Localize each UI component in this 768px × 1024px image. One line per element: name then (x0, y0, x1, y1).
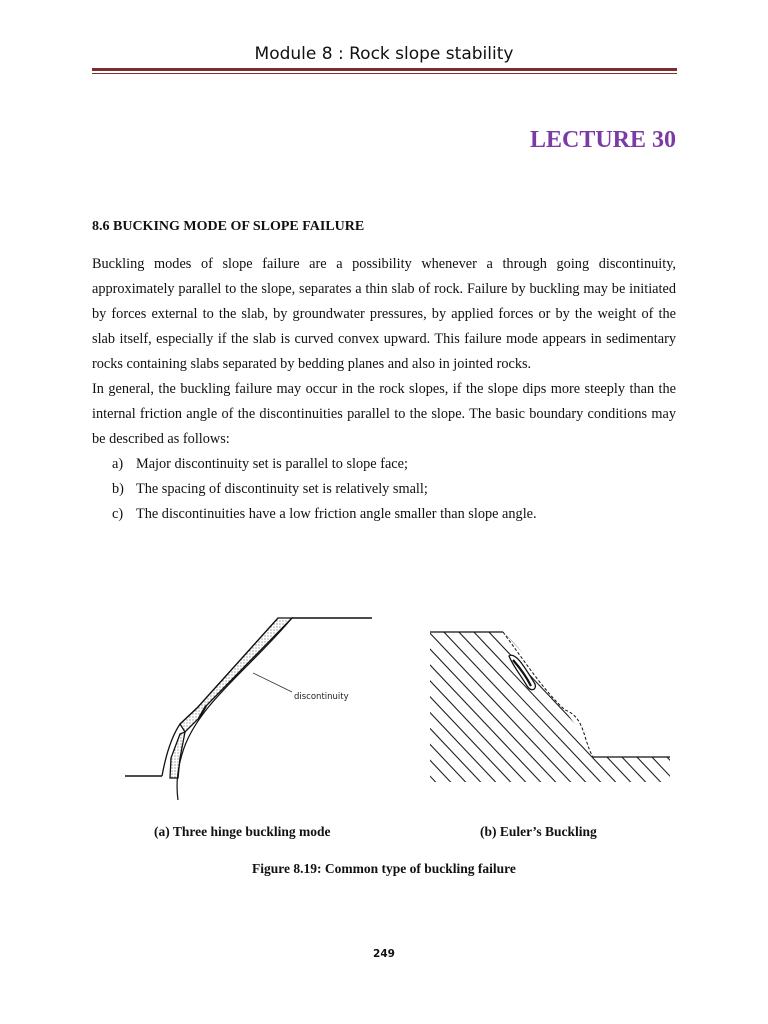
module-header: Module 8 : Rock slope stability (254, 44, 514, 64)
lecture-title: LECTURE 30 (529, 127, 676, 153)
list-text: Major discontinuity set is parallel to slope face; (136, 456, 408, 472)
header-rule-thin (92, 73, 677, 74)
figure-euler-buckling (425, 622, 675, 787)
page-number: 249 (373, 948, 395, 960)
list-text: The discontinuities have a low friction angle smaller than slope angle. (136, 506, 537, 522)
caption-b: (b) Euler’s Buckling (480, 824, 597, 839)
caption-a: (a) Three hinge buckling mode (154, 824, 331, 839)
list-item (92, 452, 676, 477)
paragraph-1: Buckling modes of slope failure are a possibility whenever a through going discontinuity, approximately parallel to the slope, separates a thin slab of rock. Failure by buckling may be initiated by forces external to the slab, by groundwater pressures, by applied forces or by the weight of the slab itself, especially if the slab is curved convex upward. This failure mode appears in sedimentary rocks containing slabs separated by bedding planes and also in jointed rocks. (92, 256, 676, 372)
body-text (92, 252, 676, 527)
list-item (92, 502, 676, 527)
section-heading: 8.6 BUCKING MODE OF SLOPE FAILURE (92, 219, 365, 234)
list-item (92, 477, 676, 502)
list-text: The spacing of discontinuity set is relatively small; (136, 481, 428, 497)
paragraph-2: In general, the buckling failure may occur in the rock slopes, if the slope dips more steeply than the internal friction angle of the discontinuities parallel to the slope. The basic boundary conditions may be described as follows: (92, 381, 676, 447)
list-marker: a) (112, 456, 124, 472)
figure-caption: Figure 8.19: Common type of buckling failure (252, 861, 516, 876)
figure-three-hinge-buckling (120, 608, 380, 808)
header-rule (92, 68, 677, 71)
list-marker: b) (112, 481, 124, 497)
discontinuity-annotation: discontinuity (294, 692, 349, 702)
list-marker: c) (112, 506, 124, 522)
conditions-list (92, 452, 676, 527)
